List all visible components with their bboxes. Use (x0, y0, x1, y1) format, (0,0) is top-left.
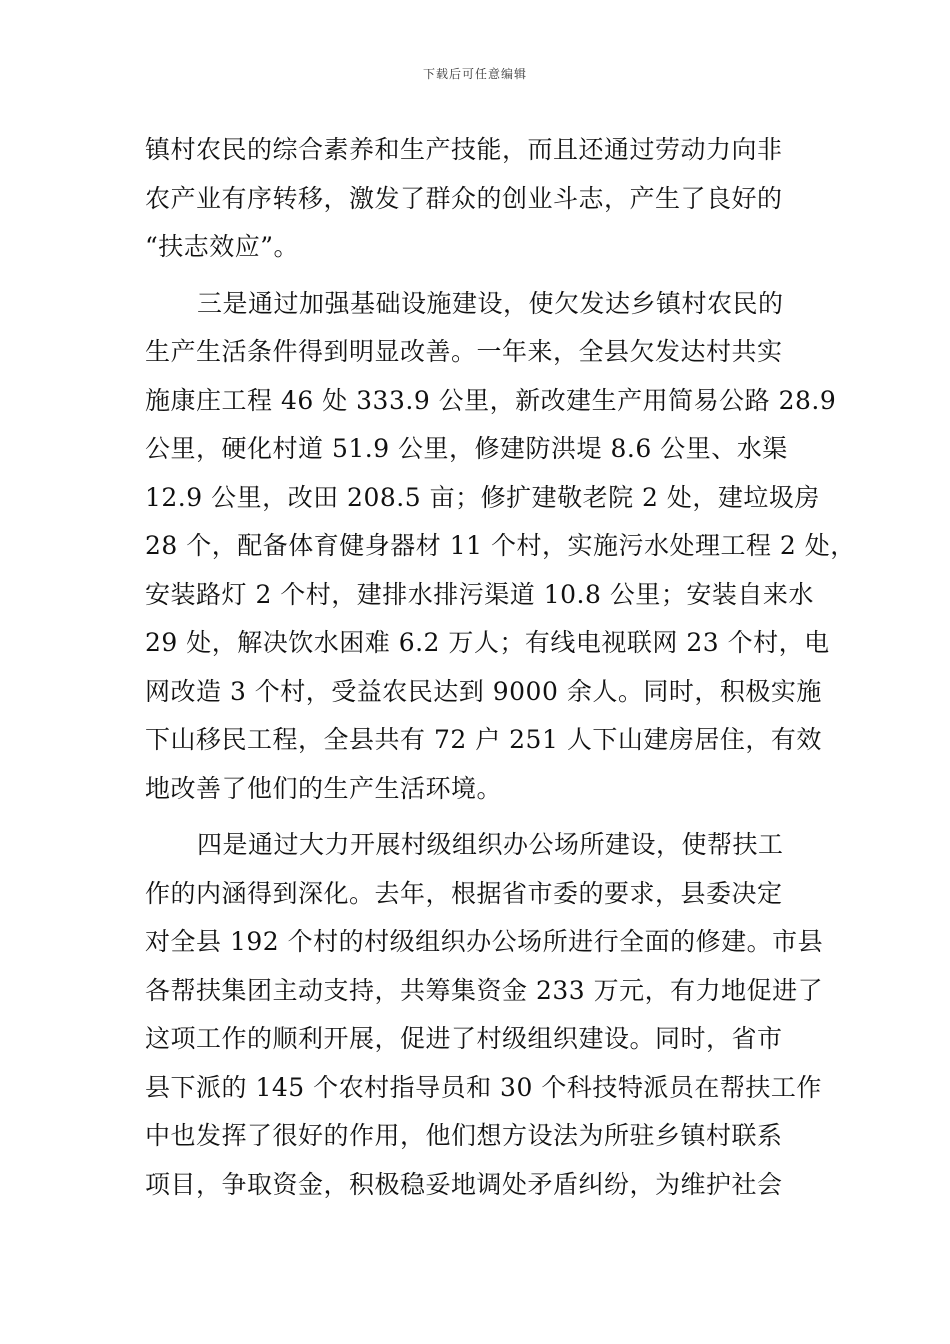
text-line: 29 处，解决饮水困难 6.2 万人；有线电视联网 23 个村，电 (145, 628, 830, 657)
text-line: 公里，硬化村道 51.9 公里，修建防洪堤 8.6 公里、水渠 (145, 434, 788, 463)
text-line: 生产生活条件得到明显改善。一年来，全县欠发达村共实 (145, 337, 783, 366)
text-line: 中也发挥了很好的作用，他们想方设法为所驻乡镇村联系 (145, 1121, 783, 1150)
body-text (145, 126, 856, 1209)
text-line: 镇村农民的综合素养和生产技能，而且还通过劳动力向非 (145, 135, 783, 164)
text-line: 这项工作的顺利开展，促进了村级组织建设。同时，省市 (145, 1024, 783, 1053)
page-header: 下载后可任意编辑 (422, 67, 527, 81)
paragraph-first-line: 四是通过大力开展村级组织办公场所建设，使帮扶工 (197, 830, 784, 859)
text-line: 项目，争取资金，积极稳妥地调处矛盾纠纷，为维护社会 (145, 1169, 783, 1199)
text-line: 作的内涵得到深化。去年，根据省市委的要求，县委决定 (145, 878, 783, 908)
text-line: 12.9 公里，改田 208.5 亩；修扩建敬老院 2 处，建垃圾房 (145, 482, 820, 512)
text-line: “扶志效应”。 (145, 232, 300, 261)
text-line: 下山移民工程，全县共有 72 户 251 人下山建房居住，有效 (145, 725, 822, 754)
text-line: 安装路灯 2 个村，建排水排污渠道 10.8 公里；安装自来水 (145, 579, 814, 609)
paragraph-first-line: 三是通过加强基础设施建设，使欠发达乡镇村农民的 (197, 288, 784, 318)
text-line: 县下派的 145 个农村指导员和 30 个科技特派员在帮扶工作 (145, 1072, 822, 1102)
text-line: 对全县 192 个村的村级组织办公场所进行全面的修建。市县 (145, 927, 824, 956)
text-line: 地改善了他们的生产生活环境。 (145, 773, 503, 803)
text-line: 网改造 3 个村，受益农民达到 9000 余人。同时，积极实施 (145, 676, 822, 706)
text-line: 各帮扶集团主动支持，共筹集资金 233 万元，有力地促进了 (145, 975, 824, 1005)
text-line: 施康庄工程 46 处 333.9 公里，新改建生产用简易公路 28.9 (145, 385, 837, 415)
text-line: 农产业有序转移，激发了群众的创业斗志，产生了良好的 (145, 183, 783, 213)
text-line: 28 个，配备体育健身器材 11 个村，实施污水处理工程 2 处， (145, 531, 856, 560)
